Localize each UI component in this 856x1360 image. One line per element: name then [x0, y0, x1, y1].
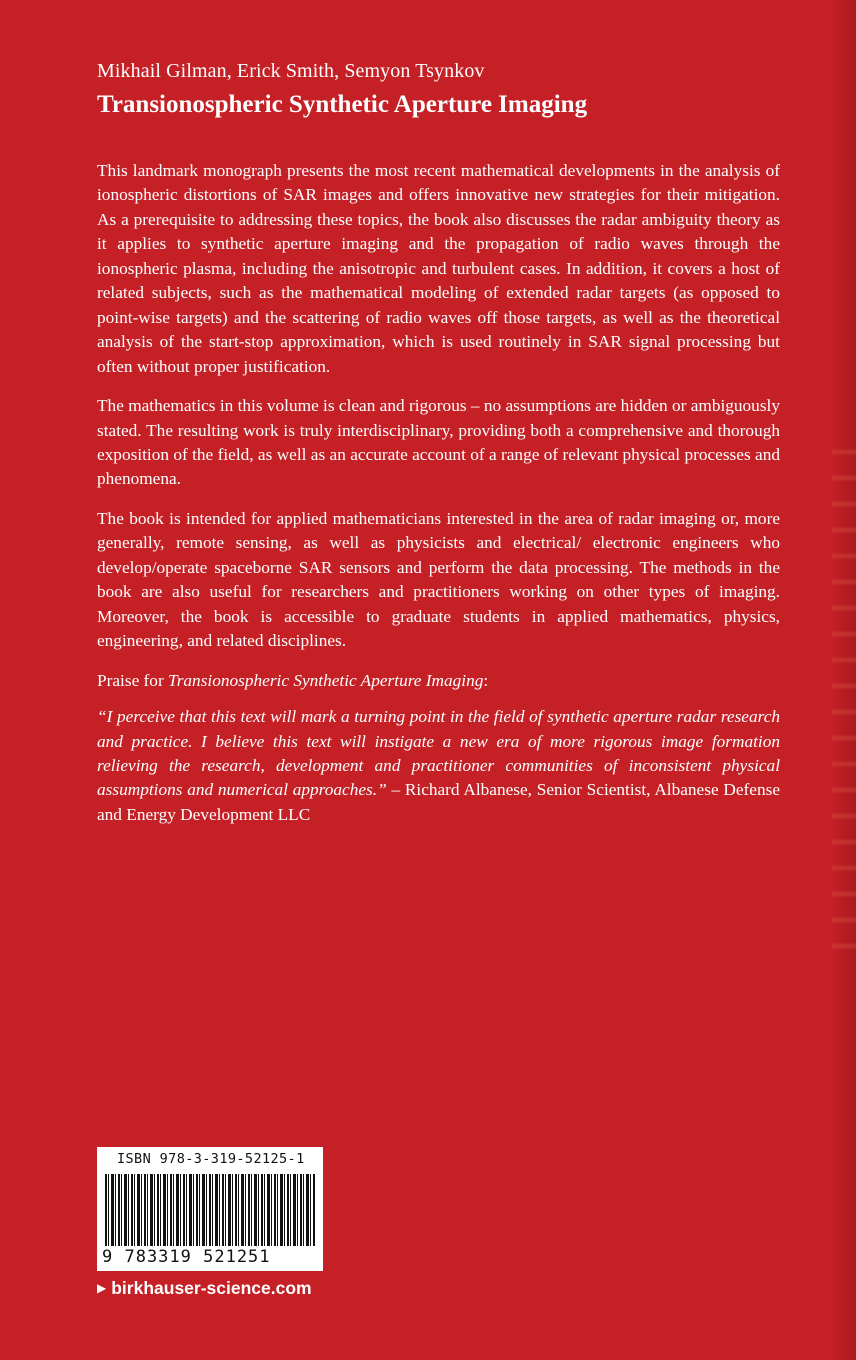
blurb-paragraph-1: This landmark monograph presents the most recent mathematical developments in the analysis of ionospheric distortions of SAR images and offers innovative new strategies for their mitigation. As a prerequisite to addressing these topics, the book also discusses the radar ambiguity theory as it applies to synthetic aperture imaging and the propagation of radio waves through the ionospheric plasma, including the anisotropic and turbulent cases. In addition, it covers a host of related subjects, such as the mathematical modeling of extended radar targets (as opposed to point-wise targets) and the scattering of radio waves off those targets, as well as the theoretical analysis of the start-stop approximation, which is used routinely in SAR signal processing but often without proper justification.	[97, 161, 780, 376]
blurb-paragraph-3: The book is intended for applied mathematicians interested in the area of radar imaging or, more generally, remote sensing, as well as physicists and electrical/ electronic engineers who develop/operate spaceborne SAR sensors and perform the data processing. The methods in the book are also useful for researchers and practitioners working on other types of imaging. Moreover, the book is accessible to graduate students in applied mathematics, physics, engineering, and related disciplines.	[97, 508, 780, 651]
authors: Mikhail Gilman, Erick Smith, Semyon Tsynkov	[97, 60, 485, 82]
praise-quote: “I perceive that this text will mark a turning point in the field of synthetic aperture radar research and practice. I believe this text will instigate a new era of more rigorous image formation relieving the research, development and practitioner communities of inconsistent physical assumptions and numerical approaches.”	[97, 707, 780, 800]
praise-quote-block	[97, 705, 780, 827]
praise-label-title: Transionospheric Synthetic Aperture Imaging	[168, 670, 484, 690]
blurb	[97, 159, 780, 842]
book-title: Transionospheric Synthetic Aperture Imaging	[97, 91, 588, 118]
publisher-link[interactable]	[97, 1278, 312, 1299]
praise-label-suffix: :	[483, 670, 489, 690]
barcode-number: 9 783319 521251	[102, 1247, 271, 1267]
publisher-url: birkhauser-science.com	[111, 1278, 312, 1298]
isbn-label: ISBN 978-3-319-52125-1	[117, 1151, 305, 1167]
praise-label-prefix: Praise for	[97, 670, 169, 690]
praise-attribution: – Richard Albanese, Senior Scientist, Albanese Defense and Energy Development LLC	[97, 780, 780, 824]
praise-label	[97, 669, 780, 693]
arrow-right-icon: ▶	[97, 1281, 107, 1295]
barcode-box	[97, 1147, 323, 1271]
blurb-paragraph-2: The mathematics in this volume is clean and rigorous – no assumptions are hidden or ambiguously stated. The resulting work is truly interdisciplinary, providing both a comprehensive and thorough exposition of the field, as well as an accurate account of a range of relevant physical processes and phenomena.	[97, 396, 780, 489]
spine-decoration	[832, 430, 856, 950]
barcode-bars	[105, 1174, 315, 1246]
